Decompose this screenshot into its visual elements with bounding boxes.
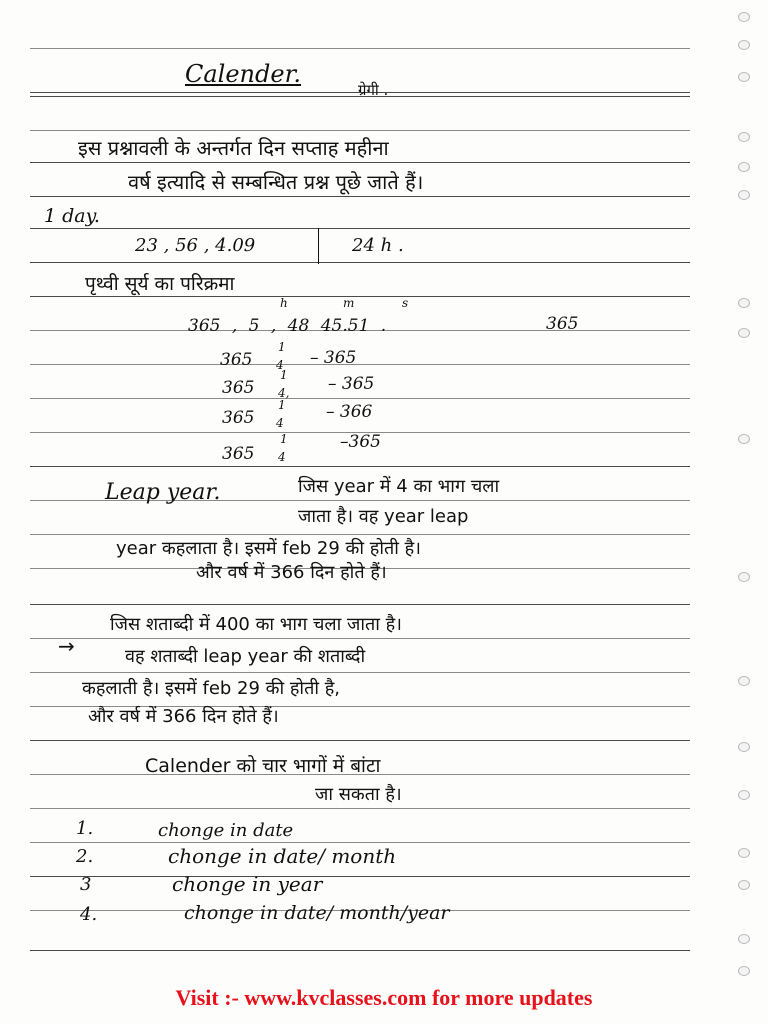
rule-line	[30, 740, 690, 741]
intro-line-2: वर्ष इत्यादि से सम्बन्धित प्रश्न पूछे जाते हैं।	[128, 170, 424, 194]
rule-line	[30, 672, 690, 673]
rule-line	[30, 808, 690, 809]
unit-m: m	[343, 296, 355, 310]
leap-line-4: और वर्ष में 366 दिन होते हैं।	[196, 562, 387, 583]
rule-line	[30, 534, 690, 535]
unit-h: h	[280, 296, 288, 310]
leap-label: Leap year.	[105, 480, 221, 505]
hole-icon	[738, 572, 750, 582]
rule-line	[30, 842, 690, 843]
rule-line	[30, 130, 690, 131]
hole-icon	[738, 848, 750, 858]
hole-icon	[738, 880, 750, 890]
footer-promo-text: Visit :- www.kvclasses.com for more updates	[175, 985, 593, 1010]
calendar-parts-line-2: जा सकता है।	[315, 784, 402, 805]
hole-icon	[738, 434, 750, 444]
hole-icon	[738, 966, 750, 976]
rule-line	[30, 262, 690, 263]
earth-rounded: 365	[546, 314, 579, 334]
notebook-page: Calender. ग्रेगी . इस प्रश्नावली के अन्तर्गत दिन सप्ताह महीना वर्ष इत्यादि से सम्बन्धित प्रश्न पूछे जाते हैं। 1 day. 23 , 56 , 4.09 24 h . पृथ्वी सूर्य का परिक्रमा h m s 365 , 5 , 48 45.51 . 365 365 1 4 – 365 365 1 4, – 365 365 1 4 – 366 365 1 4 –365 Leap year. जिस year में 4 का भाग चला जाता है। वह year leap year कहलाता है। इसमें feb 29 की होती है। और वर्ष में 366 दिन होते हैं। → जिस शताब्दी में 400 का भाग चला जाता है। वह शताब्दी leap year की शताब्दी कहलाती है। इसमें feb 29 की होती है, और वर्ष में 366 दिन होते हैं। Calender को चार भागों में बांटा जा सकता है। 1. chonge in date 2. chonge in date/ month 3 chonge in year 4. chonge in date/ month/year Visit :- www.kvclasses.com for more updates	[0, 0, 768, 1024]
century-line-2: वह शताब्दी leap year की शताब्दी	[125, 646, 366, 667]
rule-line	[30, 950, 690, 951]
hole-icon	[738, 676, 750, 686]
century-line-4: और वर्ष में 366 दिन होते हैं।	[88, 706, 279, 727]
hole-icon	[738, 742, 750, 752]
rule-line	[30, 638, 690, 639]
rule-line	[30, 228, 690, 229]
day-value: 23 , 56 , 4.09	[135, 235, 256, 256]
intro-line-1: इस प्रश्नावली के अन्तर्गत दिन सप्ताह महीना	[78, 136, 389, 160]
hole-icon	[738, 934, 750, 944]
hole-icon	[738, 328, 750, 338]
rule-line	[30, 196, 690, 197]
heading-note: ग्रेगी .	[358, 81, 389, 99]
day-approx: 24 h .	[352, 235, 404, 256]
divider-bar	[318, 228, 319, 264]
page-title: Calender.	[185, 60, 302, 88]
hole-icon	[738, 298, 750, 308]
earth-value: 365 , 5 , 48 45.51 .	[188, 316, 387, 336]
rule-line	[30, 162, 690, 163]
hole-icon	[738, 162, 750, 172]
hole-icon	[738, 40, 750, 50]
earth-label: पृथ्वी सूर्य का परिक्रमा	[85, 273, 235, 295]
rule-line	[30, 604, 690, 605]
margin-holes	[724, 0, 754, 980]
leap-line-2: जाता है। वह year leap	[298, 506, 469, 527]
hole-icon	[738, 12, 750, 22]
calendar-parts-line-1: Calender को चार भागों में बांटा	[145, 755, 381, 777]
century-line-3: कहलाती है। इसमें feb 29 की होती है,	[82, 678, 341, 699]
rule-line	[30, 364, 690, 365]
hole-icon	[738, 72, 750, 82]
leap-line-1: जिस year में 4 का भाग चला	[298, 476, 500, 497]
rule-line	[30, 48, 690, 49]
hole-icon	[738, 132, 750, 142]
century-line-1: जिस शताब्दी में 400 का भाग चला जाता है।	[110, 614, 403, 635]
rule-line	[30, 876, 690, 877]
unit-s: s	[402, 296, 409, 310]
hole-icon	[738, 190, 750, 200]
day-label: 1 day.	[44, 205, 100, 227]
leap-line-3: year कहलाता है। इसमें feb 29 की होती है।	[116, 538, 421, 559]
rule-line	[30, 398, 690, 399]
arrow-right-icon: →	[58, 634, 75, 658]
rule-line	[30, 296, 690, 297]
rule-line	[30, 466, 690, 467]
hole-icon	[738, 790, 750, 800]
